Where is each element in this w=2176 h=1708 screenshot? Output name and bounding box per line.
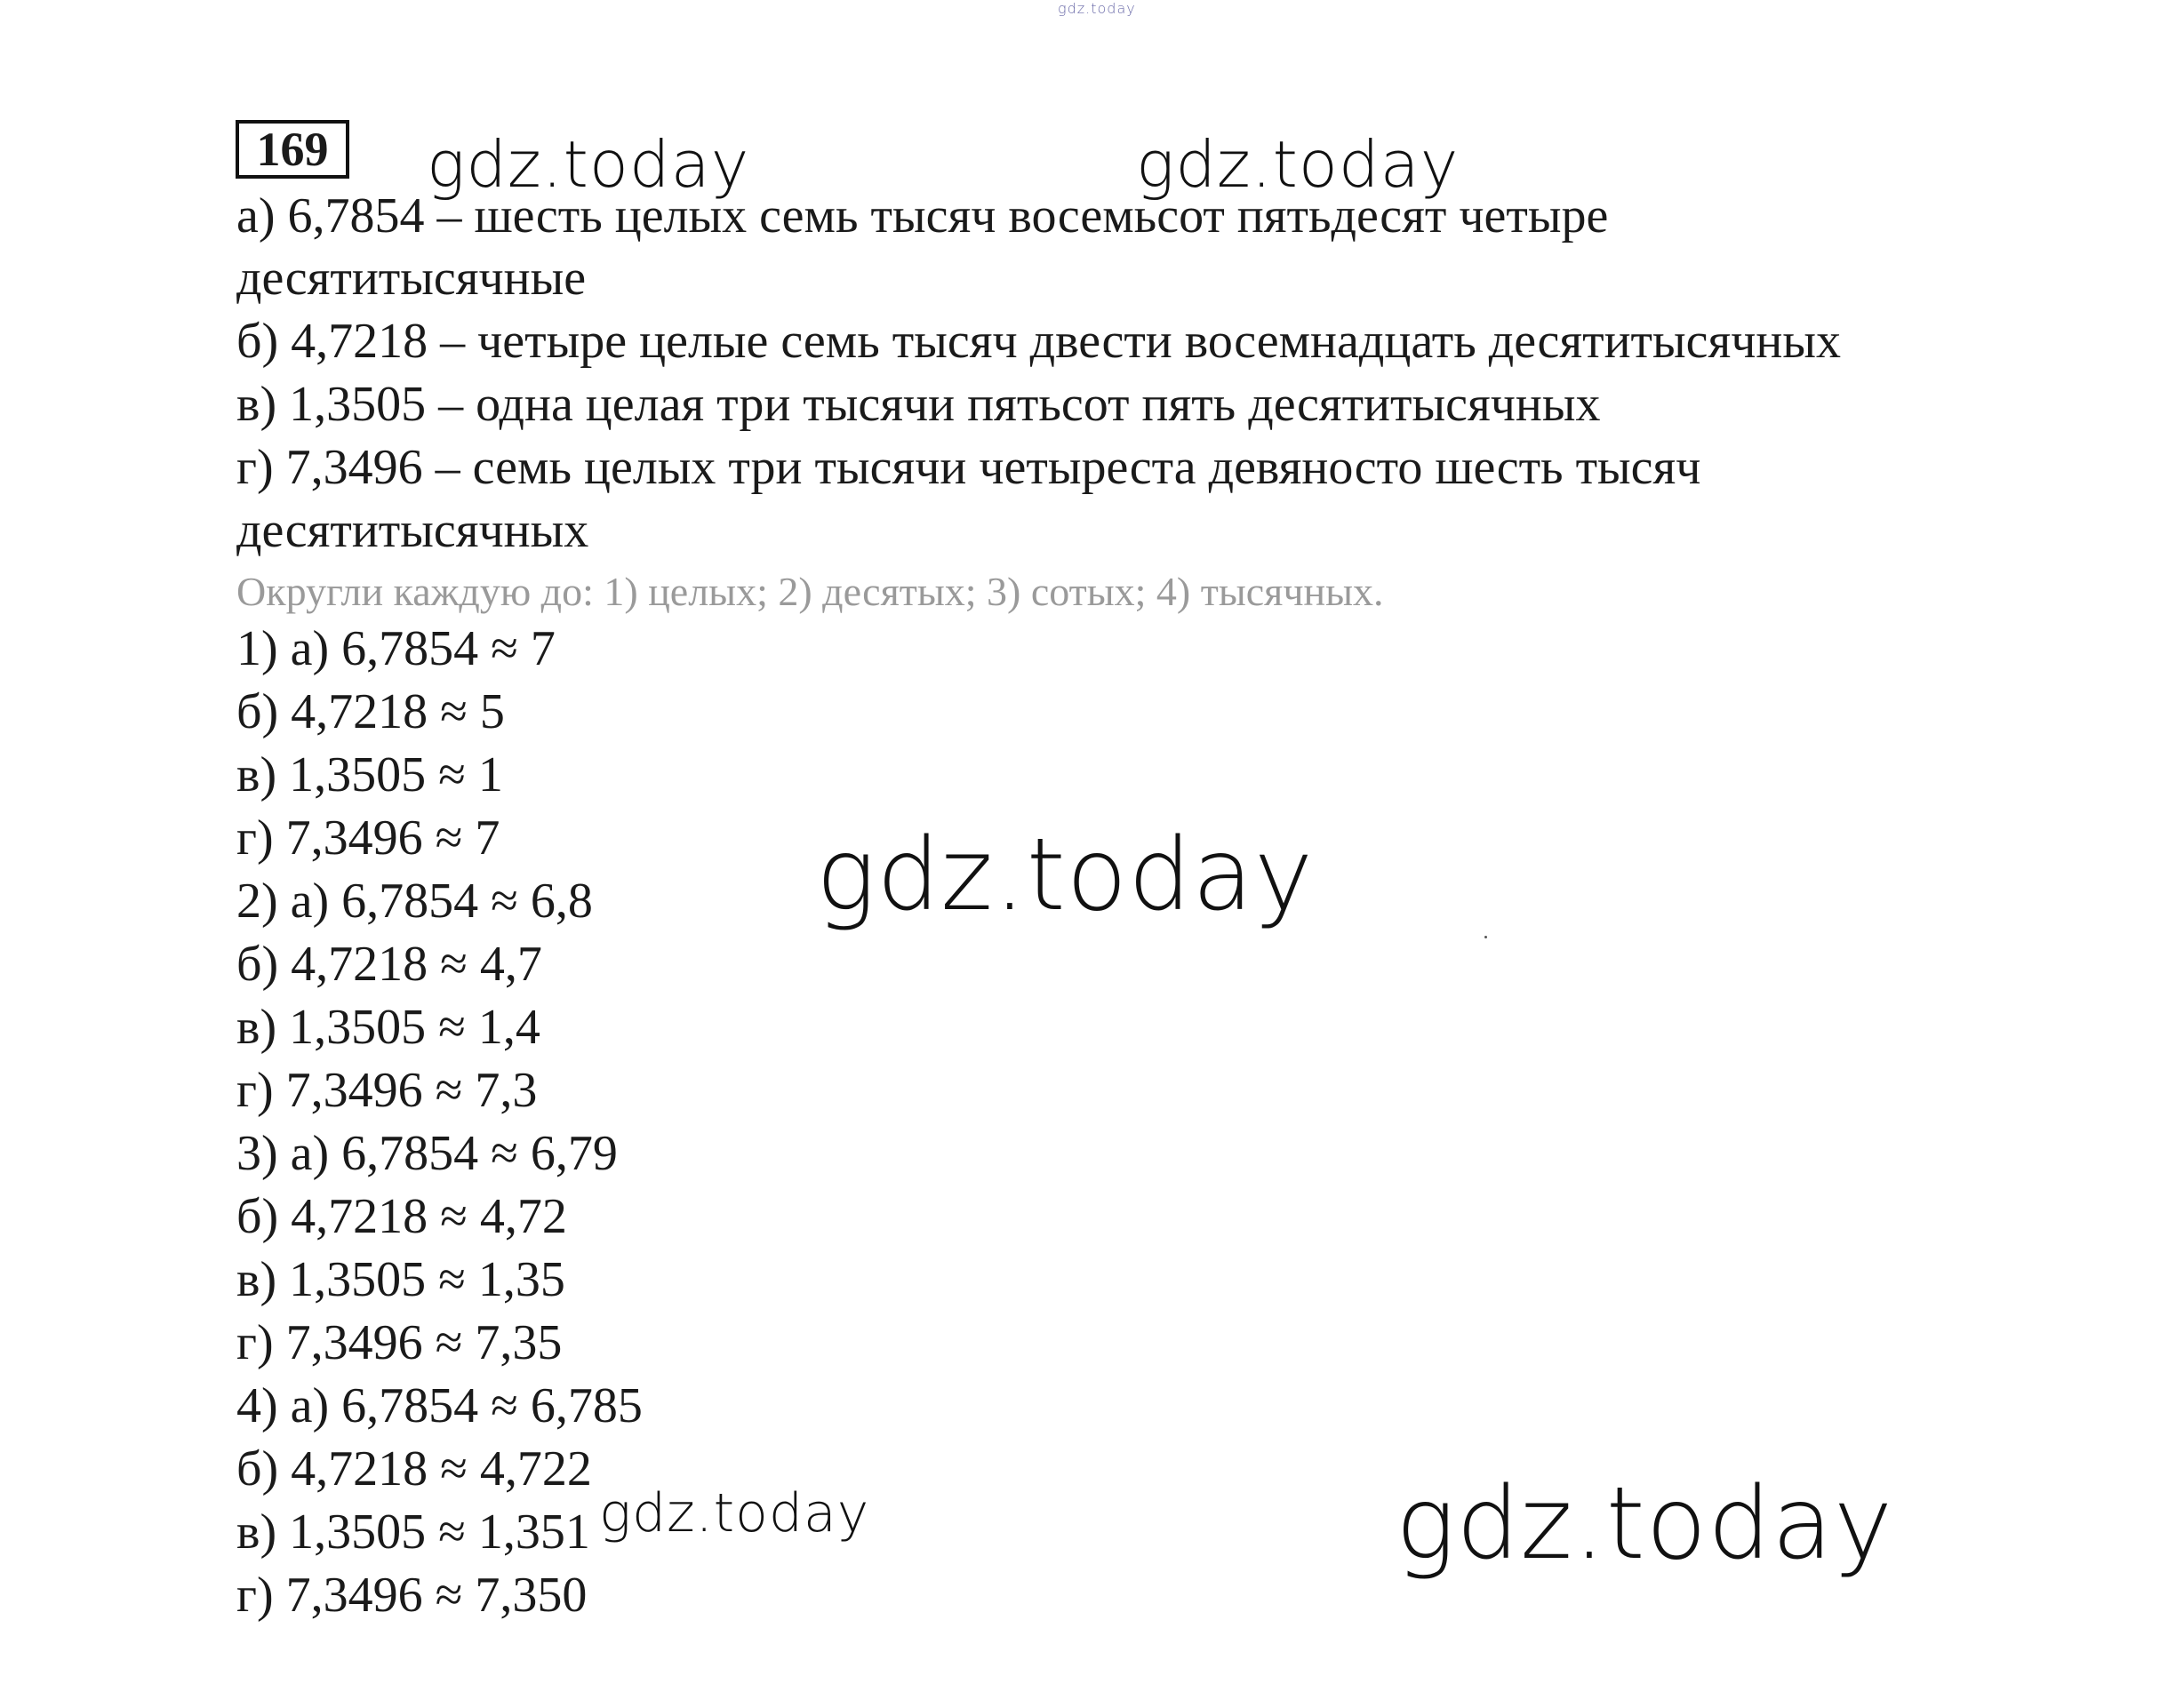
answer-line: б) 4,7218 ≈ 4,722 [236, 1441, 592, 1496]
answer-line: 3) а) 6,7854 ≈ 6,79 [236, 1126, 618, 1181]
answer-line: в) 1,3505 ≈ 1,351 [236, 1504, 590, 1560]
answer-line: в) 1,3505 ≈ 1,35 [236, 1252, 565, 1307]
watermark-header-left: gdz.today [427, 127, 750, 202]
answer-line: г) 7,3496 ≈ 7,350 [236, 1568, 588, 1623]
description-line: а) 6,7854 – шесть целых семь тысяч восемьсот пятьдесят четыре [236, 188, 1609, 243]
watermark-top: gdz.today [1058, 0, 1136, 17]
watermark-bottom-small: gdz.today [599, 1482, 870, 1544]
description-line: десятитысячных [236, 503, 589, 558]
answer-line: г) 7,3496 ≈ 7 [236, 810, 500, 866]
answer-line: в) 1,3505 ≈ 1,4 [236, 1000, 540, 1055]
description-line: десятитысячные [236, 251, 587, 306]
answer-line: г) 7,3496 ≈ 7,35 [236, 1315, 563, 1370]
description-line: в) 1,3505 – одна целая три тысячи пятьсот пять десятитысячных [236, 377, 1601, 432]
answer-line: 1) а) 6,7854 ≈ 7 [236, 621, 556, 676]
watermark-center: gdz.today [816, 818, 1315, 933]
answer-line: б) 4,7218 ≈ 4,72 [236, 1189, 567, 1244]
task-number: 169 [236, 120, 349, 179]
watermark-header-right: gdz.today [1136, 127, 1460, 202]
watermark-bottom-large: gdz.today [1396, 1466, 1894, 1582]
stray-dot [1484, 936, 1487, 938]
answer-line: б) 4,7218 ≈ 5 [236, 684, 505, 739]
answer-line: 4) а) 6,7854 ≈ 6,785 [236, 1378, 643, 1433]
answer-line: в) 1,3505 ≈ 1 [236, 747, 503, 802]
answer-line: 2) а) 6,7854 ≈ 6,8 [236, 874, 593, 929]
instruction-text: Округли каждую до: 1) целых; 2) десятых; 3) сотых; 4) тысячных. [236, 569, 1384, 614]
description-line: г) 7,3496 – семь целых три тысячи четыреста девяносто шесть тысяч [236, 440, 1701, 495]
description-line: б) 4,7218 – четыре целые семь тысяч двести восемнадцать десятитысячных [236, 314, 1842, 369]
answer-line: б) 4,7218 ≈ 4,7 [236, 937, 542, 992]
answer-line: г) 7,3496 ≈ 7,3 [236, 1063, 538, 1118]
